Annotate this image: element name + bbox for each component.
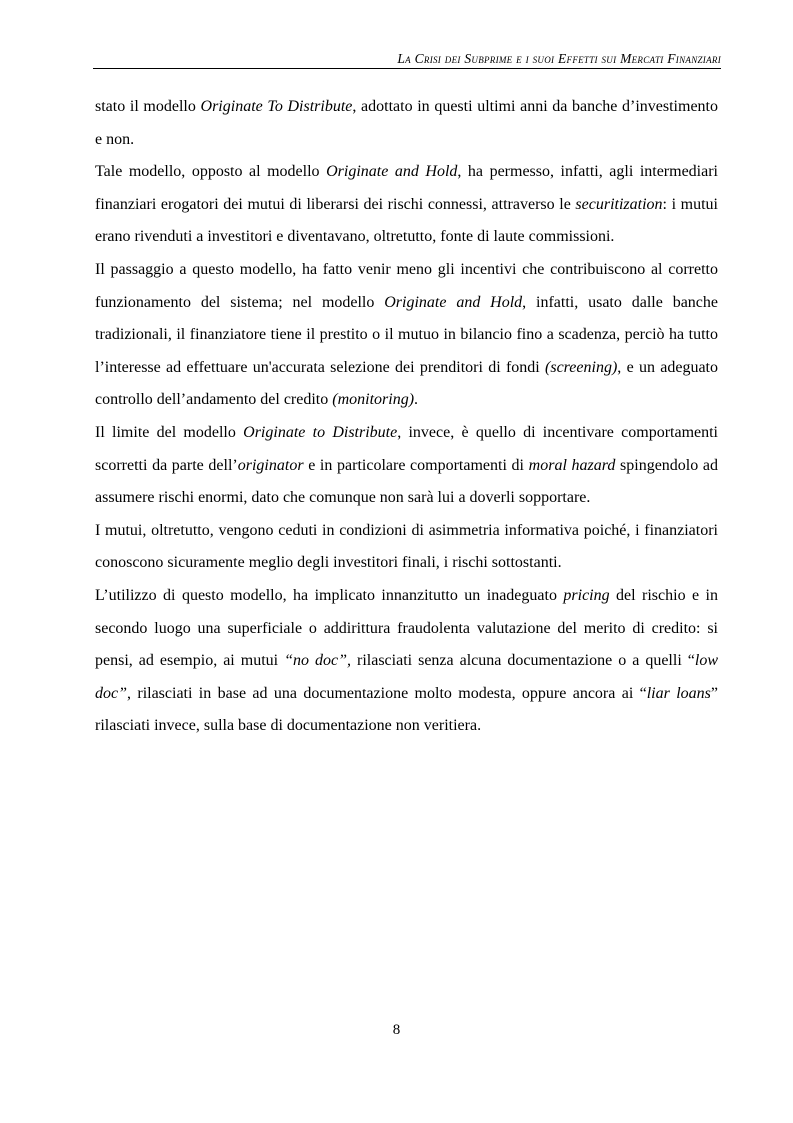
text-run: Il limite del modello [95, 423, 244, 441]
text-run: ” rilasciati invece, sulla base di documentazione non veritiera. [95, 684, 718, 735]
text-run: , infatti, usato dalle banche tradizionali, il finanziatore tiene il prestito o il mutuo in bilancio fino a scadenza, perciò ha tutto l’interesse ad effettuare un'accurata selezione dei prenditori di fondi [95, 293, 718, 376]
text-run: , adottato in questi ultimi anni da banche d’investimento e non. [95, 98, 718, 148]
paragraph-5 [95, 515, 718, 580]
running-header: La Crisi dei Subprime e i suoi Effetti sui Mercati Finanziari [397, 51, 721, 66]
italic-term: liar loans [646, 684, 711, 702]
text-run: Il passaggio a questo modello, ha fatto venir meno gli incentivi che contribuiscono al corretto funzionamento del sistema; nel modello [95, 260, 718, 311]
text-run: Tale modello, opposto al modello [95, 163, 327, 181]
italic-term: Originate To Distribute [200, 98, 353, 115]
italic-term: originator [237, 456, 304, 474]
text-run: del rischio e in secondo luogo una superficiale o addirittura fraudolenta valutazione del merito di credito: si pensi, ad esempio, ai mutui [95, 586, 719, 670]
text-run: , ha permesso, infatti, agli intermediari finanziari erogatori dei mutui di liberarsi dei rischi connessi, attraverso le [95, 163, 719, 213]
page-number: 8 [392, 1022, 401, 1038]
italic-term: Originate and Hold [384, 293, 523, 311]
italic-term: low doc” [95, 652, 718, 702]
text-run: L’utilizzo di questo modello, ha implicato innanzitutto un inadeguato [95, 586, 564, 604]
paragraph-2 [95, 156, 718, 254]
header-rule [93, 68, 721, 69]
italic-term: moral hazard [528, 456, 616, 474]
italic-term: securitization [575, 195, 663, 213]
italic-term: Originate to Distribute [243, 423, 398, 441]
text-run: e in particolare comportamenti di [303, 456, 529, 474]
italic-term: (monitoring) [332, 391, 415, 409]
italic-term: Originate and Hold [326, 163, 458, 181]
paragraph-3 [95, 254, 718, 417]
text-run: rilasciati senza alcuna documentazione o a quelli “ [351, 652, 695, 670]
text-run: , e un adeguato controllo dell’andamento del credito [95, 358, 719, 409]
text-run: stato il modello [95, 98, 201, 115]
text-run: : i mutui erano rivenduti a investitori e diventavano, oltretutto, fonte di laute commissioni. [95, 195, 718, 246]
italic-term: (screening) [545, 358, 618, 376]
paragraph-4 [95, 417, 718, 515]
text-run: I mutui, oltretutto, vengono ceduti in condizioni di asimmetria informativa poiché, i finanziatori conoscono sicuramente meglio degli investitori finali, i rischi sottostanti. [95, 521, 718, 572]
text-run: , rilasciati in base ad una documentazione molto modesta, oppure ancora ai “ [127, 684, 647, 702]
text-run: spingendolo ad assumere rischi enormi, dato che comunque non sarà lui a doverli sopportare. [95, 456, 718, 507]
italic-term: “no doc”, [284, 652, 351, 670]
text-run: , invece, è quello di incentivare comportamenti scorretti da parte dell’ [95, 423, 719, 474]
paragraph-6 [95, 580, 718, 743]
body-text [95, 91, 718, 743]
text-run: . [414, 391, 419, 409]
paragraph-1 [95, 91, 718, 156]
italic-term: pricing [563, 586, 610, 604]
